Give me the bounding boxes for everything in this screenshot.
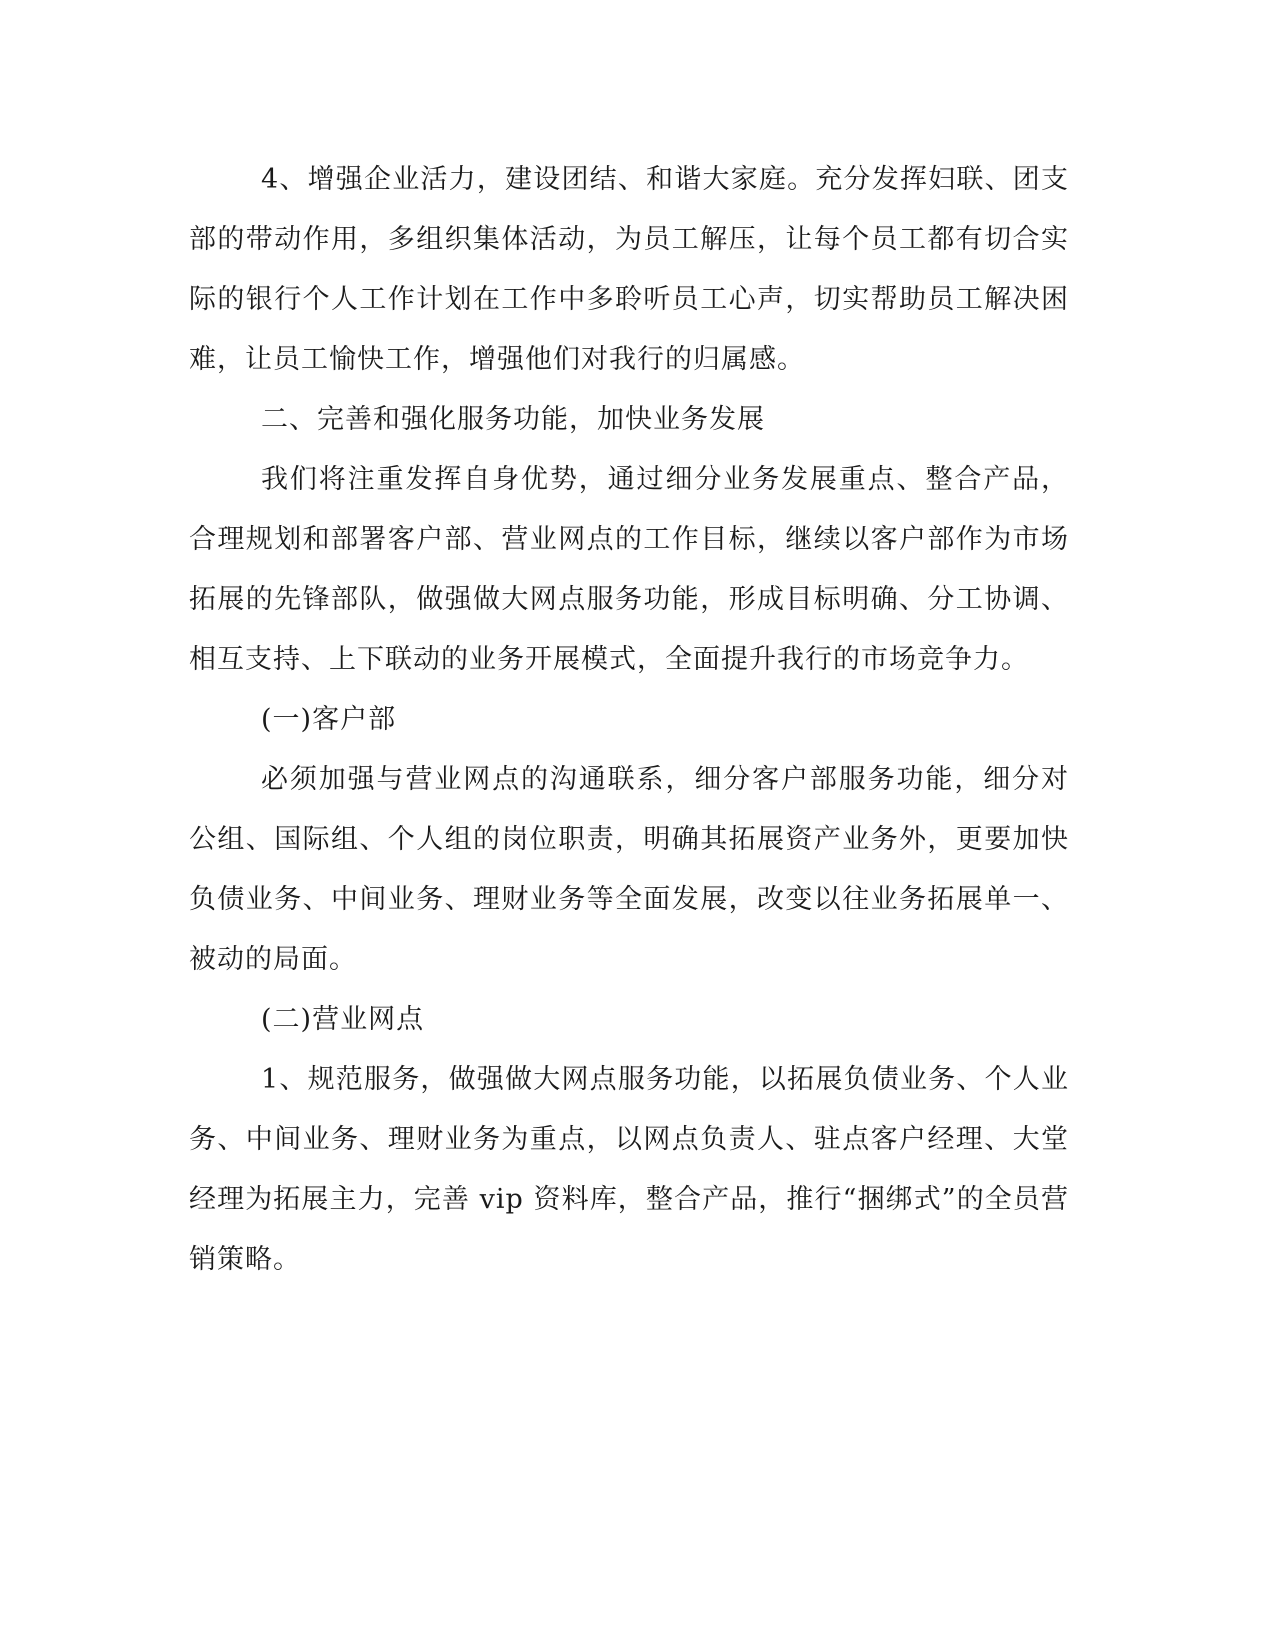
section-heading-service-functions: 二、完善和强化服务功能，加快业务发展: [261, 404, 765, 435]
paragraph-customer-department: 必须加强与营业网点的沟通联系，细分客户部服务功能，细分对公组、国际组、个人组的岗位职责，明确其拓展资产业务外，更要加快负债业务、中间业务、理财业务等全面发展，改变以往业务拓展单一、被动的局面。: [189, 764, 1069, 975]
paragraph-business-development: 我们将注重发挥自身优势，通过细分业务发展重点、整合产品，合理规划和部署客户部、营业网点的工作目标，继续以客户部作为市场拓展的先锋部队，做强做大网点服务功能，形成目标明确、分工协调、相互支持、上下联动的业务开展模式，全面提升我行的市场竞争力。: [189, 464, 1069, 675]
paragraph-item-4-enterprise-vitality: 4、增强企业活力，建设团结、和谐大家庭。充分发挥妇联、团支部的带动作用，多组织集体活动，为员工解压，让每个员工都有切合实际的银行个人工作计划在工作中多聆听员工心声，切实帮助员工解决困难，让员工愉快工作，增强他们对我行的归属感。: [189, 164, 1069, 375]
subsection-heading-business-outlets: (二)营业网点: [261, 1004, 425, 1035]
paragraph-item-1-standardize-service: 1、规范服务，做强做大网点服务功能，以拓展负债业务、个人业务、中间业务、理财业务为重点，以网点负责人、驻点客户经理、大堂经理为拓展主力，完善 vip 资料库，整合产品，推行“捆绑式”的全员营销策略。: [189, 1064, 1069, 1275]
subsection-heading-customer-department: (一)客户部: [261, 704, 397, 735]
document-body: [189, 150, 1069, 1290]
